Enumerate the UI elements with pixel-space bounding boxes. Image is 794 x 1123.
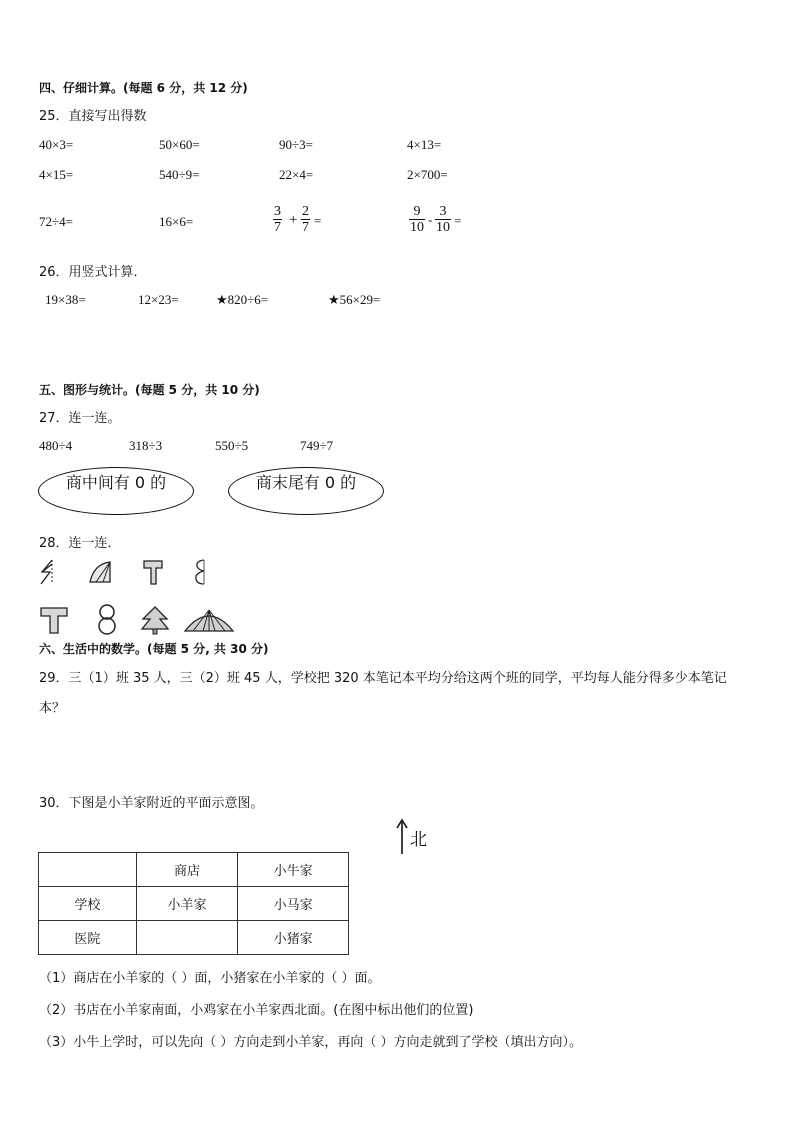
q29-line1: 29．三（1）班 35 人，三（2）班 45 人，学校把 320 本笔记本平均分给这两个班的同学，平均每人能分得多少本笔记 [39, 671, 727, 686]
calc-item: 50×60= [159, 137, 200, 152]
denominator: 7 [302, 220, 309, 235]
grid-cell: 小马家 [238, 887, 349, 921]
section-4-title: 四、仔细计算。(每题 6 分，共 12 分) [39, 81, 248, 95]
grid-cell: 小猪家 [238, 921, 349, 955]
half-eight-icon [192, 558, 208, 586]
calc-item: 2×700= [407, 167, 448, 182]
numerator: 2 [302, 204, 309, 219]
calc-item: 540÷9= [159, 167, 200, 182]
map-grid [38, 852, 349, 955]
equals-sign: = [454, 213, 462, 228]
calc-item: 12×23= [138, 292, 179, 307]
plus-sign: + [289, 212, 298, 228]
q29-line2: 本？ [39, 701, 66, 716]
q25-stem: 25．直接写出得数 [39, 109, 147, 124]
denominator: 10 [436, 220, 450, 235]
numerator: 9 [409, 204, 425, 220]
denominator: 7 [274, 220, 281, 235]
oval-middle-zero [38, 467, 194, 515]
grid-row [39, 887, 349, 921]
calc-item: 40×3= [39, 137, 74, 152]
calc-item: ★820÷6= [216, 292, 269, 307]
oval-label: 商末尾有 0 的 [255, 473, 357, 492]
fraction [301, 204, 310, 235]
division-item: 550÷5 [215, 438, 249, 453]
grid-cell: 医院 [39, 921, 137, 955]
q26-stem: 26．用竖式计算． [39, 265, 147, 280]
section-5-title: 五、图形与统计。(每题 5 分，共 10 分) [39, 383, 260, 397]
q30-sub1: （1）商店在小羊家的（ ）面，小猪家在小羊家的（ ）面。 [39, 971, 381, 986]
q27-stem: 27．连一连。 [39, 411, 121, 426]
calc-item: 19×38= [45, 292, 86, 307]
fraction [273, 204, 282, 235]
calc-item: 4×13= [407, 137, 442, 152]
calc-item: 90÷3= [279, 137, 313, 152]
q30-stem: 30．下图是小羊家附近的平面示意图。 [39, 796, 264, 811]
fraction [409, 204, 425, 235]
north-arrow-icon [396, 818, 408, 856]
grid-cell: 学校 [39, 887, 137, 921]
fraction [435, 204, 451, 235]
north-label: 北 [410, 830, 427, 850]
calc-item: ★56×29= [328, 292, 381, 307]
umbrella-icon [183, 607, 235, 635]
number-eight-icon [96, 603, 118, 635]
grid-cell [136, 921, 238, 955]
numerator: 3 [274, 204, 281, 219]
q30-sub2: （2）书店在小羊家南面，小鸡家在小羊家西北面。(在图中标出他们的位置) [39, 1003, 474, 1018]
calc-item: 4×15= [39, 167, 74, 182]
section-6-title: 六、生活中的数学。(每题 5 分, 共 30 分) [39, 642, 269, 656]
oval-label: 商中间有 0 的 [65, 473, 167, 492]
grid-row [39, 853, 349, 887]
grid-cell [39, 853, 137, 887]
minus-sign: - [428, 212, 433, 227]
stool-icon [39, 605, 69, 635]
equals-sign: = [314, 213, 322, 228]
division-item: 749÷7 [300, 438, 334, 453]
calc-item: 72÷4= [39, 214, 73, 229]
grid-cell: 小羊家 [136, 887, 238, 921]
q28-stem: 28．连一连． [39, 536, 121, 551]
calc-item: 16×6= [159, 214, 194, 229]
numerator: 3 [435, 204, 451, 220]
q30-sub3: （3）小牛上学时，可以先向（ ）方向走到小羊家，再向（ ）方向走就到了学校（填出方向）。 [39, 1035, 583, 1050]
half-stool-icon [142, 558, 166, 586]
grid-cell: 小牛家 [238, 853, 349, 887]
division-item: 318÷3 [129, 438, 163, 453]
calc-item: 22×4= [279, 167, 314, 182]
oval-end-zero [228, 467, 384, 515]
half-umbrella-icon [88, 560, 114, 584]
denominator: 10 [410, 220, 424, 235]
grid-row [39, 921, 349, 955]
grid-cell: 商店 [136, 853, 238, 887]
tree-icon [140, 605, 170, 635]
half-lightning-icon [38, 558, 58, 586]
division-item: 480÷4 [39, 438, 73, 453]
